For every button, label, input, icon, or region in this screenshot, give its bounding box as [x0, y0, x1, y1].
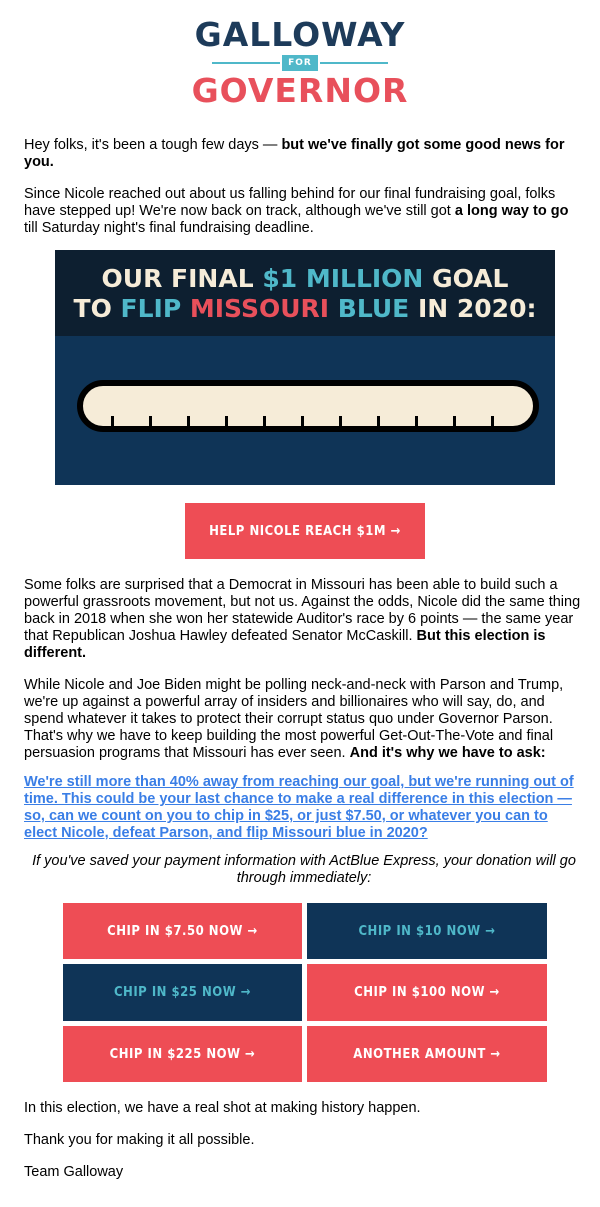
- logo-for-row: [0, 54, 600, 72]
- logo-governor: GOVERNOR: [191, 71, 409, 110]
- chip-in-10-button[interactable]: CHIP IN $10 NOW →: [307, 903, 547, 959]
- intro-paragraph-1: [24, 137, 584, 171]
- campaign-logo: [0, 15, 600, 110]
- banner-flip: FLIP: [120, 294, 182, 323]
- closing-line-1: In this election, we have a real shot at making history happen.: [24, 1100, 421, 1116]
- chip-in-225-button[interactable]: CHIP IN $225 NOW →: [63, 1026, 302, 1082]
- progress-tick: [111, 416, 114, 428]
- intro-p1-text: Hey folks, it's been a tough few days —: [24, 137, 282, 153]
- progress-tick: [263, 416, 266, 428]
- chip-in-100-button[interactable]: CHIP IN $100 NOW →: [307, 964, 547, 1021]
- donate-appeal-link-block: [24, 774, 584, 842]
- progress-tick: [225, 416, 228, 428]
- logo-for: FOR: [282, 55, 318, 71]
- goal-banner[interactable]: [55, 250, 555, 485]
- banner-text: GOAL: [423, 264, 509, 293]
- banner-line-2: [55, 294, 555, 324]
- signature: Team Galloway: [24, 1164, 124, 1180]
- banner-goal-amount: $1 MILLION: [262, 264, 424, 293]
- progress-tick: [453, 416, 456, 428]
- banner-headline: [55, 250, 555, 336]
- progress-tick: [187, 416, 190, 428]
- body-paragraph-2: [24, 677, 584, 762]
- banner-blue: BLUE: [329, 294, 410, 323]
- progress-tick: [415, 416, 418, 428]
- progress-tick: [149, 416, 152, 428]
- body-p3-text: Some folks are surprised that a Democrat in Missouri has been able to build such a powerful grassroots movement, but not us. Against the odds, Nicole did the same thing back in 2018 when she won her statewide Auditor's race by 6 points — the same year that Republican Joshua Hawley defeated Senator McCaskill.: [24, 577, 581, 644]
- progress-tick: [339, 416, 342, 428]
- logo-rule-right: [320, 62, 388, 64]
- intro-p2-bold: a long way to go: [454, 203, 569, 219]
- progress-tick: [491, 416, 494, 428]
- banner-missouri: MISSOURI: [181, 294, 330, 323]
- banner-text: OUR FINAL: [101, 264, 263, 293]
- progress-tick: [377, 416, 380, 428]
- progress-tick: [301, 416, 304, 428]
- body-p4-text: While Nicole and Joe Biden might be polling neck-and-neck with Parson and Trump, we're up against a powerful array of insiders and billionaires who will say, do, and spend whatever it takes to protect their corrupt status quo under Governor Parson. That's why we have to keep building the most powerful Get-Out-The-Vote and final persuasion programs that Missouri has ever seen.: [24, 677, 564, 761]
- banner-line-1: [55, 250, 555, 294]
- intro-p1-bold: but we've finally got some good news for you.: [24, 137, 565, 170]
- donate-appeal-link[interactable]: We're still more than 40% away from reaching our goal, but we're running out of time. This could be your last chance to make a real difference in this election — so, can we count on you to chip in $25, or just $7.50, or whatever you can to elect Nicole, defeat Parson, and flip Missouri blue in 2020?: [24, 774, 574, 841]
- progress-thermometer: [77, 380, 539, 432]
- help-nicole-reach-button[interactable]: HELP NICOLE REACH $1M →: [185, 503, 425, 559]
- body-p4-bold: And it's why we have to ask:: [349, 745, 546, 761]
- banner-text: TO: [73, 294, 121, 323]
- intro-paragraph-2: [24, 186, 584, 237]
- chip-in-7-50-button[interactable]: CHIP IN $7.50 NOW →: [63, 903, 302, 959]
- chip-in-25-button[interactable]: CHIP IN $25 NOW →: [63, 964, 302, 1021]
- another-amount-button[interactable]: ANOTHER AMOUNT →: [307, 1026, 547, 1082]
- banner-year: IN 2020:: [409, 294, 537, 323]
- logo-rule-left: [212, 62, 280, 64]
- intro-p2-text: Since Nicole reached out about us falling behind for our final fundraising goal, folks have stepped up! We're now back on track, although we've still got: [24, 186, 556, 219]
- closing-line-2: Thank you for making it all possible.: [24, 1132, 255, 1148]
- actblue-note: If you've saved your payment information with ActBlue Express, your donation will go through immediately:: [32, 853, 576, 886]
- body-paragraph-1: [24, 577, 584, 662]
- logo-galloway: GALLOWAY: [194, 15, 406, 54]
- intro-p2-tail: till Saturday night's final fundraising deadline.: [24, 220, 314, 236]
- body-p3-bold: But this election is different.: [24, 628, 546, 661]
